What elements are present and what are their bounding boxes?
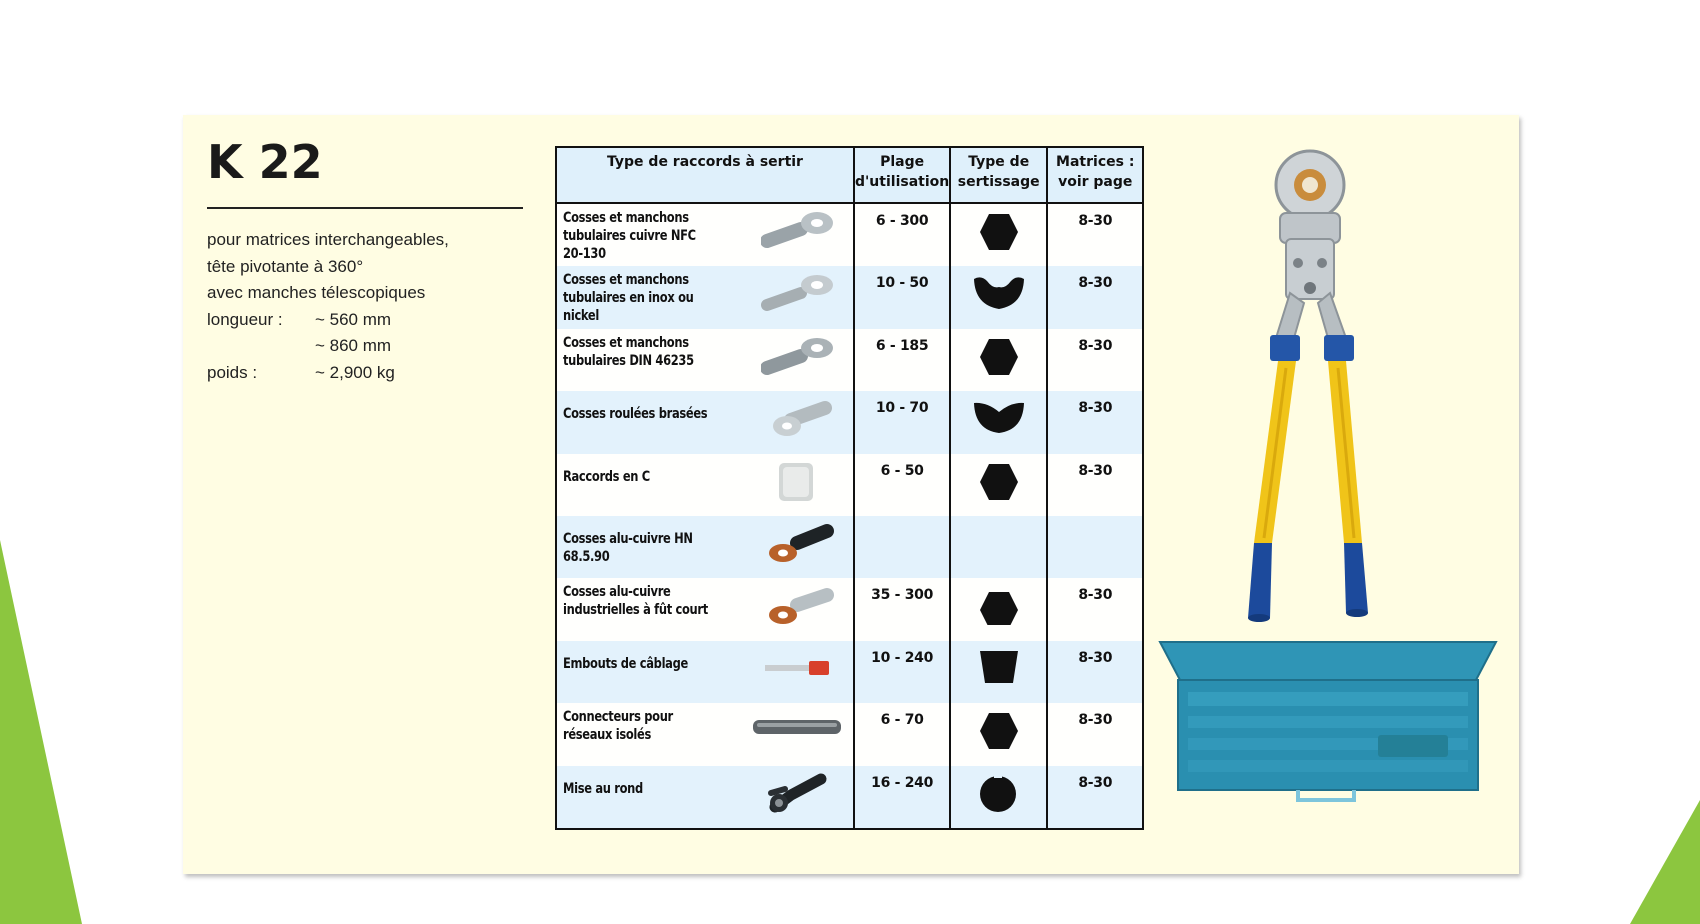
hexagon-icon [950,578,1047,640]
dies-cell: 8-30 [1047,641,1143,703]
type-cell [556,766,854,829]
trapezoid-icon [950,641,1047,703]
type-cell [556,578,854,640]
hexagon-icon [950,454,1047,516]
crimping-tool-image [1228,143,1398,628]
dies-cell: 8-30 [1047,266,1143,328]
dies-cell: 8-30 [1047,391,1143,453]
type-cell [556,703,854,765]
table-row [556,329,1143,391]
table-row [556,203,1143,266]
table-row [556,391,1143,453]
type-label: Cosses alu-cuivre industrielles à fût court [563,584,708,619]
spec-value: ~ 560 mm [315,309,392,329]
hexagon-icon [950,703,1047,765]
product-panel [183,115,1519,874]
table-header-row [556,147,1143,203]
range-cell: 6 - 185 [854,329,950,391]
type-label: Cosses roulées brasées [563,406,708,423]
dies-cell: 8-30 [1047,329,1143,391]
type-cell [556,391,854,453]
type-cell [556,641,854,703]
range-cell: 10 - 50 [854,266,950,328]
table-row [556,578,1143,640]
rounding-cable-icon [761,771,837,823]
range-cell: 10 - 240 [854,641,950,703]
description-line: pour matrices interchangeables, [207,230,449,249]
range-cell: 10 - 70 [854,391,950,453]
type-label: Cosses et manchons tubulaires cuivre NFC 20-130 [563,210,696,262]
header-range: Plage d'utilisation [854,147,950,203]
range-cell: 6 - 50 [854,454,950,516]
ring-lug-icon [761,334,837,382]
spec-label [207,333,315,360]
table-row [556,766,1143,829]
rolled-lug-icon [761,396,837,444]
dies-cell: 8-30 [1047,703,1143,765]
spec-label: longueur : [207,309,283,329]
range-cell: 6 - 300 [854,203,950,266]
dies-cell [1047,516,1143,578]
connector-sleeve-icon [751,708,843,756]
crimping-table [555,146,1144,830]
green-accent-left [0,540,90,924]
description-line: avec manches télescopiques [207,283,426,302]
range-cell: 6 - 70 [854,703,950,765]
product-description [207,227,449,386]
storage-case-image [1158,640,1498,810]
green-accent-right [1630,800,1700,924]
c-connector-icon [761,459,837,507]
spec-weight [207,360,449,387]
dies-cell: 8-30 [1047,578,1143,640]
type-label: Embouts de câblage [563,655,688,672]
type-label: Cosses et manchons tubulaires en inox ou nickel [563,272,694,325]
type-cell [556,266,854,328]
bimetal-lug-icon [761,583,837,631]
description-line: tête pivotante à 360° [207,256,364,276]
dies-cell: 8-30 [1047,203,1143,266]
range-cell [854,516,950,578]
product-title: K 22 [207,135,323,189]
type-cell [556,203,854,266]
spec-value: ~ 860 mm [315,336,392,355]
spec-length-extended [207,333,449,360]
type-cell [556,329,854,391]
indent-icon [950,266,1047,328]
ferrule-icon [761,646,837,694]
ring-lug-icon [761,209,837,257]
range-cell: 35 - 300 [854,578,950,640]
spec-length [207,307,449,334]
round-icon [950,766,1047,829]
table-row [556,641,1143,703]
header-crimp: Type de sertissage [950,147,1047,203]
type-label: Raccords en C [563,468,650,485]
type-cell [556,516,854,578]
table-row [556,266,1143,328]
table-row [556,703,1143,765]
type-label: Cosses alu-cuivre HN 68.5.90 [563,530,693,565]
title-divider [207,207,523,209]
bimetal-lug-icon [761,521,837,569]
spec-label: poids : [207,362,258,382]
table-row [556,516,1143,578]
type-label: Cosses et manchons tubulaires DIN 46235 [563,334,694,369]
crescent-icon [950,391,1047,453]
table-row [556,454,1143,516]
type-label: Connecteurs pour réseaux isolés [563,709,673,744]
dies-cell: 8-30 [1047,454,1143,516]
dies-cell: 8-30 [1047,766,1143,829]
hexagon-icon [950,203,1047,266]
header-dies: Matrices : voir page [1047,147,1143,203]
type-label: Mise au rond [563,780,643,797]
range-cell: 16 - 240 [854,766,950,829]
crimp-cell-empty [950,516,1047,578]
hexagon-icon [950,329,1047,391]
type-cell [556,454,854,516]
ring-lug-icon [761,271,837,319]
header-type: Type de raccords à sertir [556,147,854,203]
spec-value: ~ 2,900 kg [315,362,395,382]
